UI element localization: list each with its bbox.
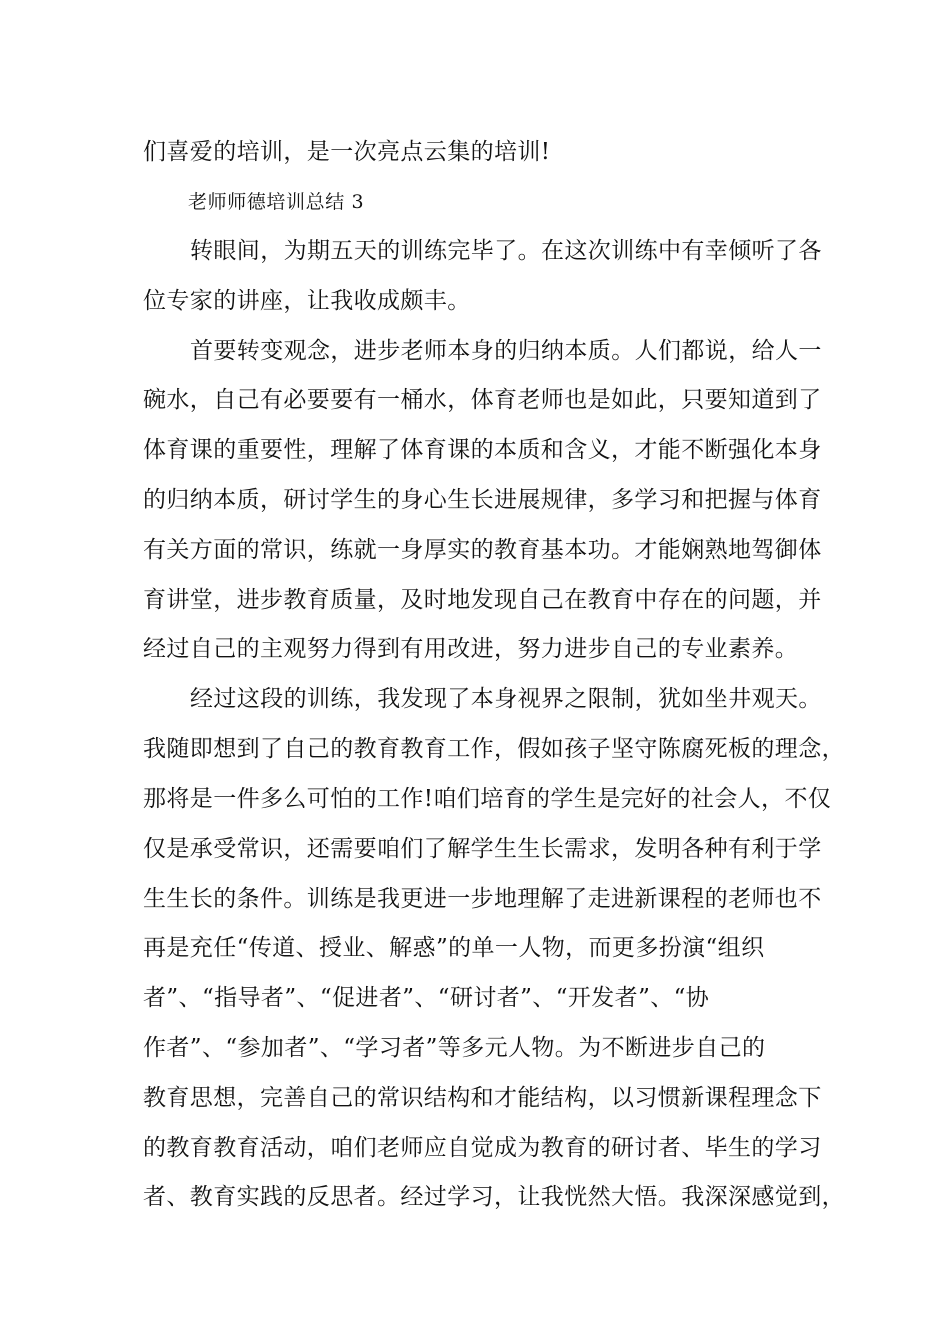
paragraph-line: 有关方面的常识，练就一身厚实的教育基本功。才能娴熟地驾御体 <box>143 537 822 563</box>
paragraph-line: 那将是一件多么可怕的工作!咱们培育的学生是完好的社会人，不仅 <box>143 786 832 812</box>
paragraph-line: 生生长的条件。训练是我更进一步地理解了走进新课程的老师也不 <box>143 886 822 912</box>
paragraph-line: 位专家的讲座，让我收成颇丰。 <box>143 288 471 314</box>
paragraph-line: 的教育教育活动，咱们老师应自觉成为教育的研讨者、毕生的学习 <box>143 1135 822 1161</box>
paragraph-line: 经过自己的主观努力得到有用改进，努力进步自己的专业素养。 <box>143 636 799 662</box>
continuation-line: 们喜爱的培训，是一次亮点云集的培训! <box>143 139 551 165</box>
paragraph-line: 碗水，自己有必要要有一桶水，体育老师也是如此，只要知道到了 <box>143 387 822 413</box>
paragraph-line: 仅是承受常识，还需要咱们了解学生生长需求，发明各种有利于学 <box>143 836 822 862</box>
paragraph-line: 的归纳本质，研讨学生的身心生长进展规律，多学习和把握与体育 <box>143 487 822 513</box>
paragraph-line: 经过这段的训练，我发现了本身视界之限制，犹如坐井观天。 <box>190 686 822 712</box>
paragraph-line: 育讲堂，进步教育质量，及时地发现自己在教育中存在的问题，并 <box>143 587 822 613</box>
paragraph-line: 首要转变观念，进步老师本身的归纳本质。人们都说，给人一 <box>190 338 822 364</box>
paragraph-line: 转眼间，为期五天的训练完毕了。在这次训练中有幸倾听了各 <box>190 238 822 264</box>
paragraph-line: 我随即想到了自己的教育教育工作，假如孩子坚守陈腐死板的理念， <box>143 736 845 762</box>
paragraph-line: 作者”、“参加者”、“学习者”等多元人物。为不断进步自己的 <box>143 1035 766 1061</box>
paragraph-line: 再是充任“传道、授业、解惑”的单一人物，而更多扮演“组织 <box>143 935 765 961</box>
paragraph-line: 教育思想，完善自己的常识结构和才能结构，以习惯新课程理念下 <box>143 1085 822 1111</box>
paragraph-line: 者、教育实践的反思者。经过学习，让我恍然大悟。我深深感觉到， <box>143 1184 845 1210</box>
paragraph-line: 者”、“指导者”、“促进者”、“研讨者”、“开发者”、“协 <box>143 985 710 1011</box>
section-title: 老师师德培训总结 3 <box>188 191 365 213</box>
paragraph-line: 体育课的重要性，理解了体育课的本质和含义，才能不断强化本身 <box>143 437 822 463</box>
